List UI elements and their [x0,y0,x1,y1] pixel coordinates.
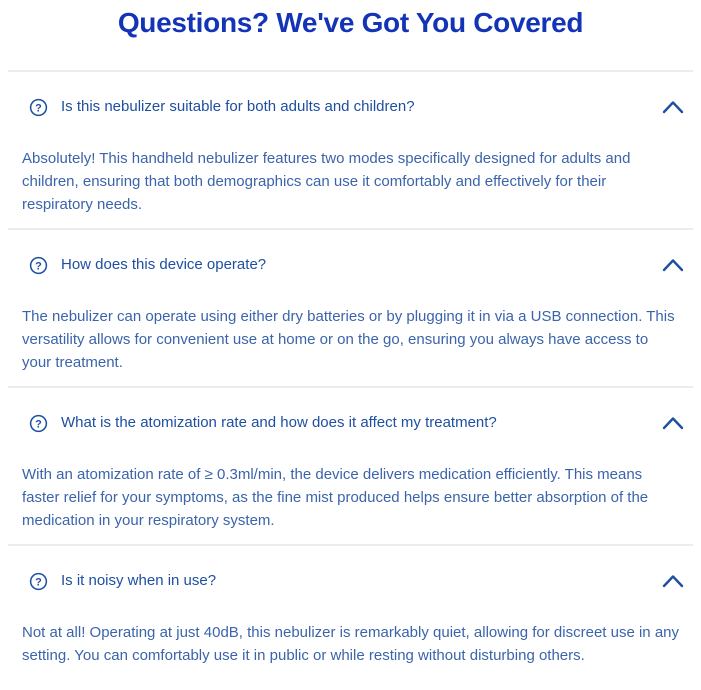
question-mark-circle-icon [29,256,48,275]
question-mark-circle-icon [29,572,48,591]
faq-answer-text: Absolutely! This handheld nebulizer features two modes specifically designed for adults and children, ensuring that both demographics can use it comfortably and effectively for their respiratory needs. [22,150,631,213]
chevron-up-icon[interactable] [661,257,685,273]
faq-question-text: Is it noisy when in use? [61,572,217,589]
faq-question-text: How does this device operate? [61,256,267,273]
faq-item [8,386,693,544]
faq-item [8,70,693,228]
page-title: Questions? We've Got You Covered [117,7,584,38]
faq-list [0,70,701,679]
faq-question-text: Is this nebulizer suitable for both adults and children? [61,98,415,115]
faq-question-text: What is the atomization rate and how does it affect my treatment? [61,414,497,431]
question-mark-circle-icon [29,414,48,433]
question-mark-circle-icon [29,98,48,117]
faq-question-toggle[interactable] [8,255,693,275]
svg-text:?: ? [35,260,42,273]
chevron-up-icon[interactable] [661,573,685,589]
svg-text:?: ? [35,576,42,589]
chevron-up-icon[interactable] [661,415,685,431]
svg-text:?: ? [35,418,42,431]
faq-question-toggle[interactable] [8,413,693,433]
faq-item [8,544,693,679]
faq-answer-text: The nebulizer can operate using either dry batteries or by plugging it in via a USB connection. This versatility allows for convenient use at home or on the go, ensuring you always have access to your treatment. [22,308,675,371]
chevron-up-icon[interactable] [661,99,685,115]
faq-question-toggle[interactable] [8,97,693,117]
faq-question-toggle[interactable] [8,571,693,591]
faq-item [8,228,693,386]
svg-text:?: ? [35,102,42,115]
faq-answer-text: With an atomization rate of ≥ 0.3ml/min, the device delivers medication efficiently. This means faster relief for your symptoms, as the fine mist produced helps ensure better absorption of the medication in your respiratory system. [22,466,649,529]
faq-answer-text: Not at all! Operating at just 40dB, this nebulizer is remarkably quiet, allowing for discreet use in any setting. You can comfortably use it in public or while resting without disturbing others. [22,624,679,664]
